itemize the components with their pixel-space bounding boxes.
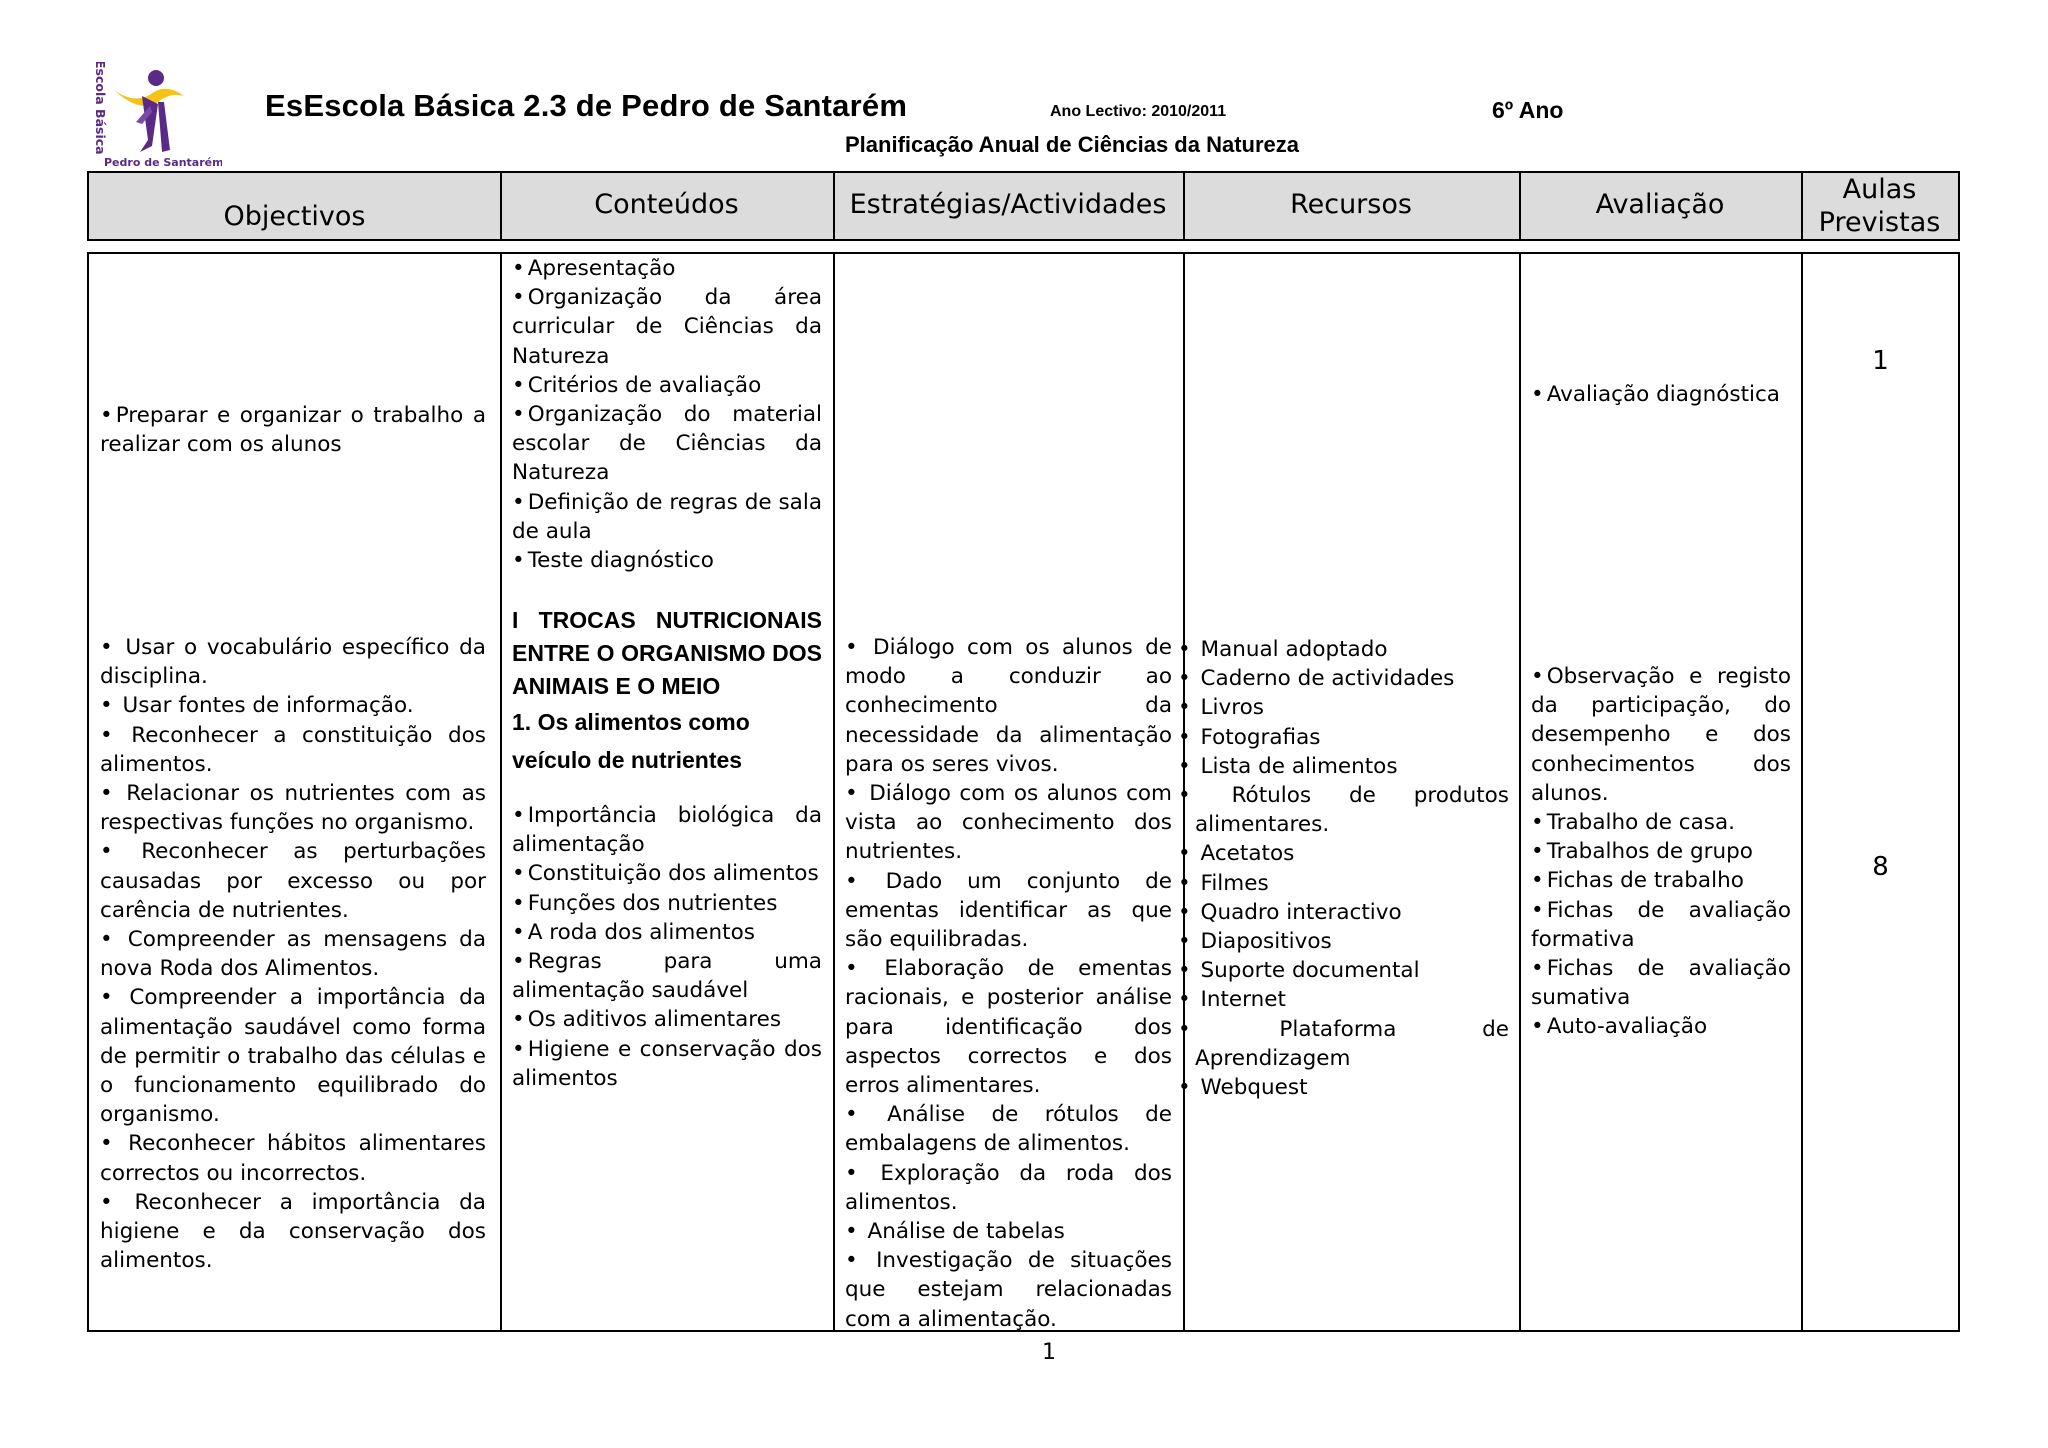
list-item: • Importância biológica da alimentação — [512, 801, 822, 859]
objectives-list — [100, 633, 486, 1275]
list-item: • Usar fontes de informação. — [100, 691, 486, 720]
list-item: • Observação e registo da participação, do desempenho e dos conhecimentos dos alunos. — [1531, 662, 1791, 808]
list-item: • Filmes — [1195, 869, 1509, 898]
section-subheading: 1. Os alimentos como veículo de nutrientes — [512, 709, 750, 773]
list-item: • Reconhecer hábitos alimentares correctos ou incorrectos. — [100, 1129, 486, 1187]
aulas-column — [1801, 254, 1960, 1330]
list-item: • Fichas de avaliação formativa — [1531, 896, 1791, 954]
conteudos-row2 — [512, 604, 822, 1093]
objectivos-row2 — [100, 633, 486, 1275]
list-item: • Teste diagnóstico — [512, 546, 822, 575]
list-item: • Fichas de trabalho — [1531, 866, 1791, 895]
logo-vertical-text: Escola Básica — [93, 62, 108, 155]
list-item: • Caderno de actividades — [1195, 664, 1509, 693]
avaliacao-row2 — [1531, 662, 1791, 1042]
column-header-estrategias: Estratégias/Actividades — [849, 188, 1167, 220]
school-title: EsEscola Básica 2.3 de Pedro de Santarém — [265, 88, 908, 123]
list-item: • Usar o vocabulário específico da disciplina. — [100, 633, 486, 691]
list-item: • Trabalho de casa. — [1531, 808, 1791, 837]
aulas-row1: 1 — [1872, 346, 1889, 376]
list-item: • Trabalhos de grupo — [1531, 837, 1791, 866]
list-item: • Regras para uma alimentação saudável — [512, 947, 822, 1005]
grade-label: 6º Ano — [1492, 97, 1564, 123]
resources-list — [1195, 635, 1509, 1102]
list-item: • Constituição dos alimentos — [512, 859, 822, 888]
list-item: • Apresentação — [512, 254, 822, 283]
list-item: • Rótulos de produtos alimentares. — [1195, 781, 1509, 839]
logo-graphic — [92, 62, 222, 168]
list-item: • Livros — [1195, 693, 1509, 722]
list-item: • Reconhecer a importância da higiene e da conservação dos alimentos. — [100, 1188, 486, 1276]
page-number: 1 — [1042, 1340, 1056, 1365]
recursos-row2 — [1195, 635, 1509, 1102]
list-item: • Diálogo com os alunos com vista ao conhecimento dos nutrientes. — [845, 779, 1172, 867]
document-subtitle: Planificação Anual de Ciências da Natureza — [845, 132, 1300, 157]
list-item: • Dado um conjunto de ementas identificar as que são equilibradas. — [845, 867, 1172, 955]
objectivos-row1 — [100, 401, 486, 459]
planning-table — [87, 252, 1960, 1332]
list-item: • Fichas de avaliação sumativa — [1531, 954, 1791, 1012]
column-header-avaliacao: Avaliação — [1595, 188, 1725, 220]
column-header-aulas: Aulas Previstas — [1818, 174, 1941, 238]
estrategias-row2 — [845, 633, 1172, 1334]
list-item: • Fotografias — [1195, 723, 1509, 752]
column-header-recursos: Recursos — [1290, 188, 1412, 220]
list-item: • Elaboração de ementas racionais, e posterior análise para identificação dos aspectos correctos e dos erros alimentares. — [845, 954, 1172, 1100]
list-item: • Organização do material escolar de Ciências da Natureza — [512, 400, 822, 488]
list-item: • Compreender a importância da alimentação saudável como forma de permitir o trabalho das células e o funcionamento equilibrado do organismo. — [100, 983, 486, 1129]
list-item: • Quadro interactivo — [1195, 898, 1509, 927]
list-item: • Análise de rótulos de embalagens de alimentos. — [845, 1100, 1172, 1158]
table-header — [87, 171, 1960, 241]
contents-list — [512, 254, 822, 575]
list-item: • Plataforma de Aprendizagem — [1195, 1015, 1509, 1073]
assessment-list — [1531, 662, 1791, 1042]
list-item: • Webquest — [1195, 1073, 1509, 1102]
list-item: • Funções dos nutrientes — [512, 889, 822, 918]
list-item: • Critérios de avaliação — [512, 371, 822, 400]
list-item: • Os aditivos alimentares — [512, 1005, 822, 1034]
list-item: • Organização da área curricular de Ciências da Natureza — [512, 283, 822, 371]
list-item: • Análise de tabelas — [845, 1217, 1172, 1246]
avaliacao-row1 — [1531, 380, 1791, 409]
conteudos-row1 — [512, 254, 822, 575]
list-item: • Reconhecer a constituição dos alimentos. — [100, 721, 486, 779]
list-item: • Higiene e conservação dos alimentos — [512, 1035, 822, 1093]
column-header-conteudos: Conteúdos — [594, 188, 739, 220]
list-item: • Diálogo com os alunos de modo a conduzir ao conhecimento da necessidade da alimentação para os seres vivos. — [845, 633, 1172, 779]
list-item: • Avaliação diagnóstica — [1531, 380, 1791, 409]
list-item: • Manual adoptado — [1195, 635, 1509, 664]
strategies-list — [845, 633, 1172, 1334]
logo-caption: Pedro de Santarém — [104, 156, 222, 168]
list-item: • Lista de alimentos — [1195, 752, 1509, 781]
list-item: • Reconhecer as perturbações causadas por excesso ou por carência de nutrientes. — [100, 837, 486, 925]
list-item: • Suporte documental — [1195, 956, 1509, 985]
list-item: • Acetatos — [1195, 839, 1509, 868]
list-item: • A roda dos alimentos — [512, 918, 822, 947]
list-item: • Exploração da roda dos alimentos. — [845, 1159, 1172, 1217]
list-item: • Auto-avaliação — [1531, 1012, 1791, 1041]
list-item: • Compreender as mensagens da nova Roda dos Alimentos. — [100, 925, 486, 983]
list-item: • Definição de regras de sala de aula — [512, 488, 822, 546]
list-item: • Diapositivos — [1195, 927, 1509, 956]
list-item: • Internet — [1195, 985, 1509, 1014]
aulas-row2: 8 — [1872, 852, 1889, 882]
list-item: • Relacionar os nutrientes com as respectivas funções no organismo. — [100, 779, 486, 837]
contents-list — [512, 801, 822, 1093]
list-item: • Investigação de situações que estejam relacionadas com a alimentação. — [845, 1246, 1172, 1334]
column-header-objectivos: Objectivos — [223, 200, 366, 232]
list-item: • Preparar e organizar o trabalho a realizar com os alunos — [100, 401, 486, 459]
school-logo — [92, 62, 222, 168]
section-heading: I TROCAS NUTRICIONAIS ENTRE O ORGANISMO DOS ANIMAIS E O MEIO — [512, 607, 822, 699]
academic-year: Ano Lectivo: 2010/2011 — [1050, 103, 1227, 120]
